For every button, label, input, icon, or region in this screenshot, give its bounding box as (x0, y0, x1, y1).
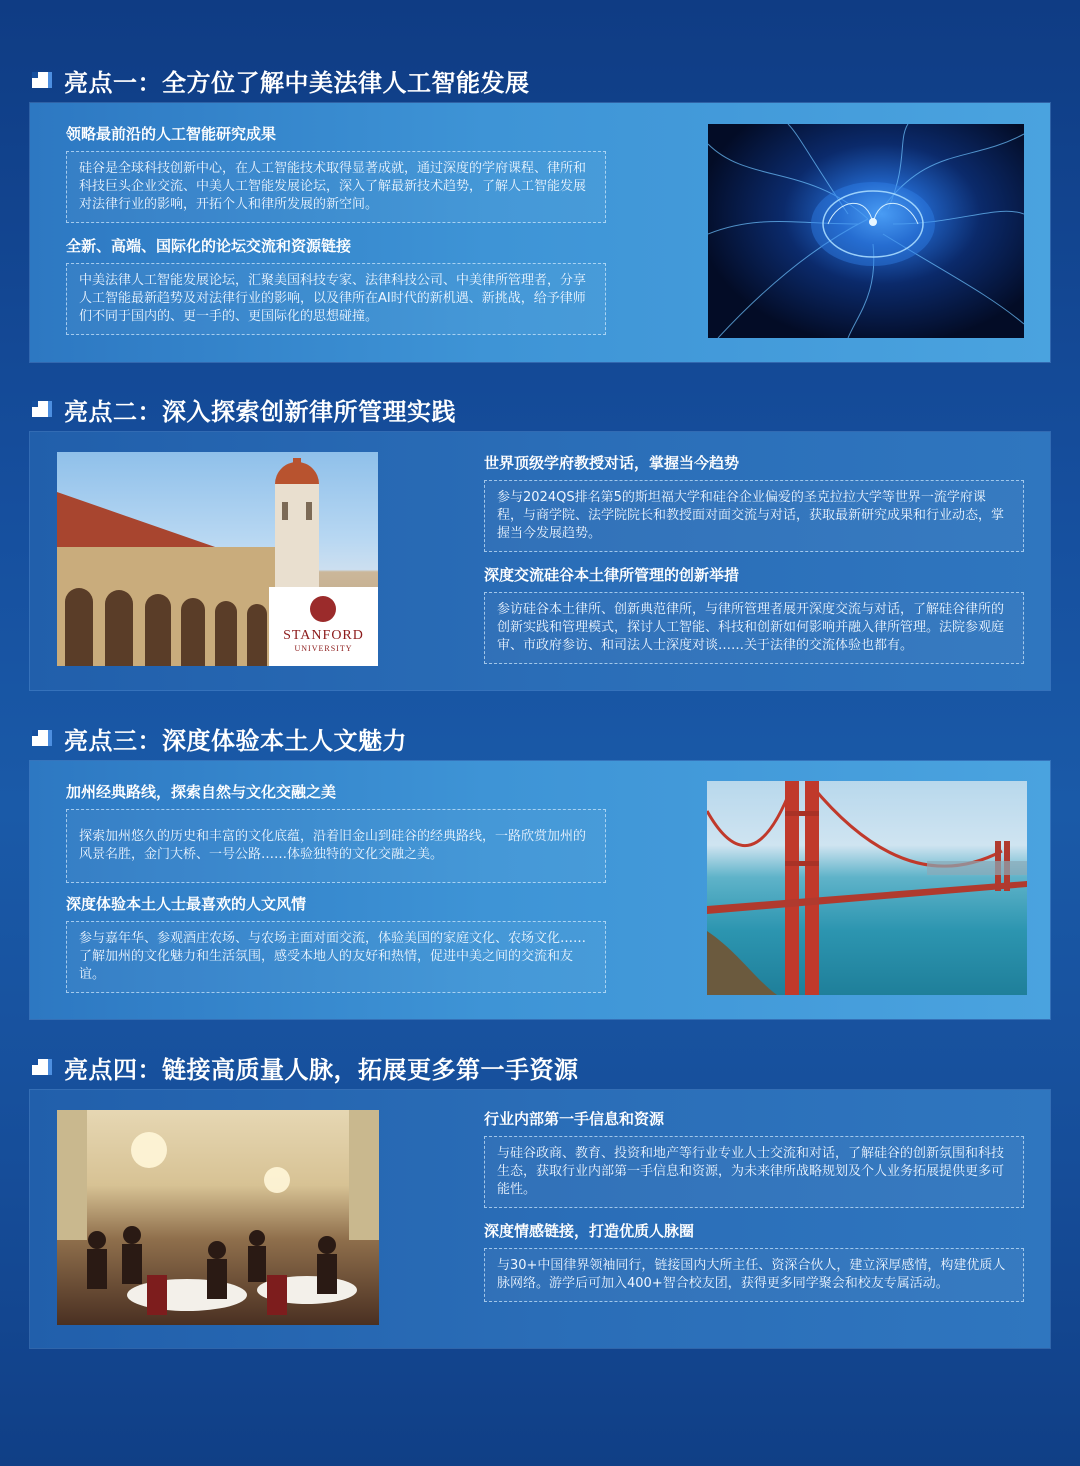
section-3-item-1-text: 探索加州悠久的历史和丰富的文化底蕴，沿着旧金山到硅谷的经典路线，一路欣赏加州的风景名胜，金门大桥、一号公路……体验独特的文化交融之美。 (66, 809, 606, 883)
section-2-item-2 (484, 564, 1024, 664)
square-bullet-icon (32, 730, 52, 746)
golden-gate-bridge-image (707, 781, 1027, 995)
section-1-title (32, 60, 530, 100)
stanford-logo-text: STANFORD UNIVERSITY (283, 628, 364, 653)
section-3-item-1 (66, 781, 606, 883)
section-1-item-1-text: 硅谷是全球科技创新中心，在人工智能技术取得显著成就，通过深度的学府课程、律所和科技巨头企业交流、中美人工智能发展论坛，深入了解最新技术趋势，了解人工智能发展对法律行业的影响，开拓个人和律所发展的新空间。 (66, 151, 606, 223)
section-2-title (32, 389, 456, 429)
section-1-item-2 (66, 235, 606, 335)
section-4-item-2-heading: 深度情感链接，打造优质人脉圈 (484, 1222, 695, 1240)
section-2-panel (30, 432, 1050, 690)
section-4-item-1 (484, 1108, 1024, 1208)
section-3-panel (30, 761, 1050, 1019)
section-4-item-1-heading: 行业内部第一手信息和资源 (484, 1110, 665, 1128)
section-2-item-2-heading: 深度交流硅谷本土律所管理的创新举措 (484, 566, 740, 584)
section-4-panel (30, 1090, 1050, 1348)
square-bullet-icon (32, 401, 52, 417)
section-2-item-1 (484, 452, 1024, 552)
ai-brain-image (708, 124, 1024, 338)
section-4-item-1-text: 与硅谷政商、教育、投资和地产等行业专业人士交流和对话，了解硅谷的创新氛围和科技生态，获取行业内部第一手信息和资源，为未来律所战略规划及个人业务拓展提供更多可能性。 (484, 1136, 1024, 1208)
section-1-title-text: 亮点一：全方位了解中美法律人工智能发展 (64, 68, 530, 97)
section-4-item-2-text: 与30+中国律界领袖同行，链接国内大所主任、资深合伙人，建立深厚感情，构建优质人脉网络。游学后可加入400+智合校友团，获得更多同学聚会和校友专属活动。 (484, 1248, 1024, 1302)
section-1-item-2-heading: 全新、高端、国际化的论坛交流和资源链接 (66, 237, 352, 255)
section-3-item-1-heading: 加州经典路线，探索自然与文化交融之美 (66, 783, 337, 801)
section-2-item-2-text: 参访硅谷本土律所、创新典范律所，与律所管理者展开深度交流与对话，了解硅谷律所的创新实践和管理模式，探讨人工智能、科技和创新如何影响并融入律所管理。法院参观庭审、市政府参访、和司法人士深度对谈……关于法律的交流体验也都有。 (484, 592, 1024, 664)
section-1-panel (30, 103, 1050, 362)
section-3-item-2-heading: 深度体验本土人士最喜欢的人文风情 (66, 895, 307, 913)
section-4-item-2 (484, 1220, 1024, 1302)
section-1-item-2-text: 中美法律人工智能发展论坛，汇聚美国科技专家、法律科技公司、中美律所管理者，分享人工智能最新趋势及对法律行业的影响，以及律所在AI时代的新机遇、新挑战，给予律师们不同于国内的、更一手的、更国际化的思想碰撞。 (66, 263, 606, 335)
networking-dinner-image (57, 1110, 379, 1325)
section-4-title-text: 亮点四：链接高质量人脉，拓展更多第一手资源 (64, 1055, 579, 1084)
section-1-item-1 (66, 123, 606, 223)
section-3-title (32, 718, 407, 758)
square-bullet-icon (32, 1059, 52, 1075)
section-3-title-text: 亮点三：深度体验本土人文魅力 (64, 726, 407, 755)
stanford-campus-image (57, 452, 378, 666)
section-3-item-2 (66, 893, 606, 993)
section-1-item-1-heading: 领略最前沿的人工智能研究成果 (66, 125, 277, 143)
section-2-title-text: 亮点二：深入探索创新律所管理实践 (64, 397, 456, 426)
section-2-item-1-text: 参与2024QS排名第5的斯坦福大学和硅谷企业偏爱的圣克拉拉大学等世界一流学府课程，与商学院、法学院院长和教授面对面交流与对话，获取最新研究成果和行业动态，掌握当今发展趋势。 (484, 480, 1024, 552)
section-3-item-2-text: 参与嘉年华、参观酒庄农场、与农场主面对面交流，体验美国的家庭文化、农场文化……了解加州的文化魅力和生活氛围，感受本地人的友好和热情，促进中美之间的交流和友谊。 (66, 921, 606, 993)
section-4-title (32, 1047, 579, 1087)
square-bullet-icon (32, 72, 52, 88)
section-2-item-1-heading: 世界顶级学府教授对话，掌握当今趋势 (484, 454, 740, 472)
